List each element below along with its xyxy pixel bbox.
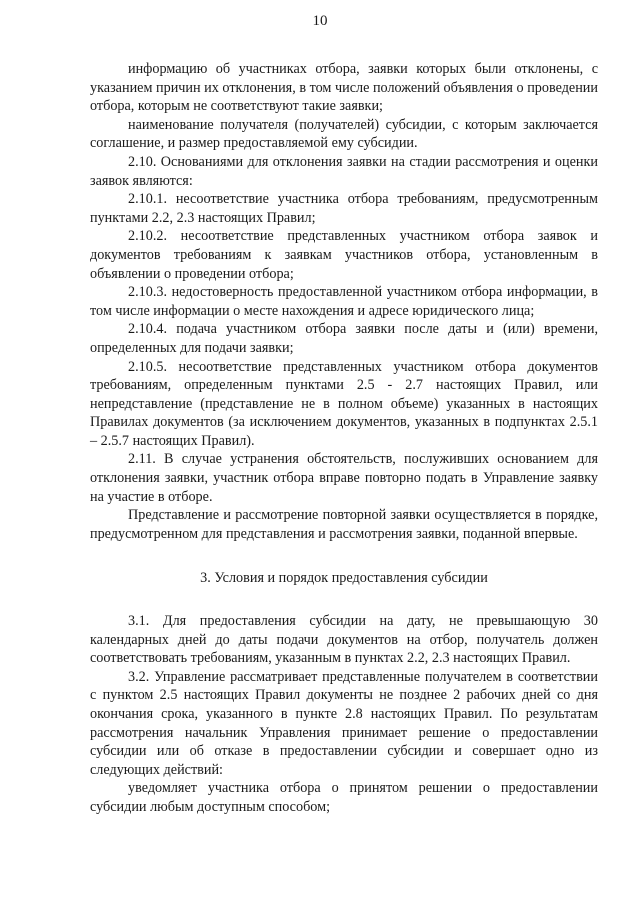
paragraph: 2.10.4. подача участником отбора заявки после даты и (или) времени, определенных для подачи заявки; xyxy=(90,321,598,356)
paragraph: 2.11. В случае устранения обстоятельств, послуживших основанием для отклонения заявки, участник отбора вправе повторно подать в Управление заявку на участие в отборе. xyxy=(90,451,598,505)
paragraph: 2.10.3. недостоверность предоставленной участником отбора информации, в том числе информации о месте нахождения и адресе юридического лица; xyxy=(90,284,598,319)
paragraph: 2.10.1. несоответствие участника отбора требованиям, предусмотренным пунктами 2.2, 2.3 настоящих Правил; xyxy=(90,191,598,226)
paragraph: 3.2. Управление рассматривает представленные получателем в соответствии с пунктом 2.5 настоящих Правил документы не позднее 2 рабочих дней со дня окончания срока, указанного в пункте 2.8 настоящих Правил. По результатам рассмотрения начальник Управления принимает решение о предоставлении субсидии или об отказе в предоставлении субсидии и совершает одно из следующих действий: xyxy=(90,668,598,778)
paragraph: 3.1. Для предоставления субсидии на дату, не превышающую 30 календарных дней до даты подачи документов на отбор, получатель должен соответствовать требованиям, указанным в пунктах 2.2, 2.3 настоящих Правил. xyxy=(90,613,598,667)
document-body xyxy=(90,60,598,817)
paragraph: Представление и рассмотрение повторной заявки осуществляется в порядке, предусмотренном для представления и рассмотрения заявки, поданной впервые. xyxy=(90,507,598,542)
paragraph: 2.10.5. несоответствие представленных участником отбора документов требованиям, определенным пунктами 2.5 - 2.7 настоящих Правил, или непредставление (представление не в полном объеме) указанных в настоящих Правилах документов (за исключением документов, указанных в подпунктах 2.5.1 – 2.5.7 настоящих Правил). xyxy=(90,358,598,449)
section-heading: 3. Условия и порядок предоставления субсидии xyxy=(200,570,488,587)
paragraph: наименование получателя (получателей) субсидии, с которым заключается соглашение, и размер предоставляемой ему субсидии. xyxy=(90,116,598,152)
paragraph: информацию об участниках отбора, заявки которых были отклонены, с указанием причин их отклонения, в том числе положений объявления о проведении отбора, которым не соответствуют такие заявки; xyxy=(90,61,598,115)
page-number: 10 xyxy=(312,13,328,29)
paragraph: 2.10. Основаниями для отклонения заявки на стадии рассмотрения и оценки заявок являются: xyxy=(90,153,598,189)
paragraph: 2.10.2. несоответствие представленных участником отбора заявок и документов требованиям к заявкам участников отбора, установленным в объявлении о проведении отбора; xyxy=(90,228,598,282)
paragraph: уведомляет участника отбора о принятом решении о предоставлении субсидии любым доступным способом; xyxy=(90,780,598,815)
